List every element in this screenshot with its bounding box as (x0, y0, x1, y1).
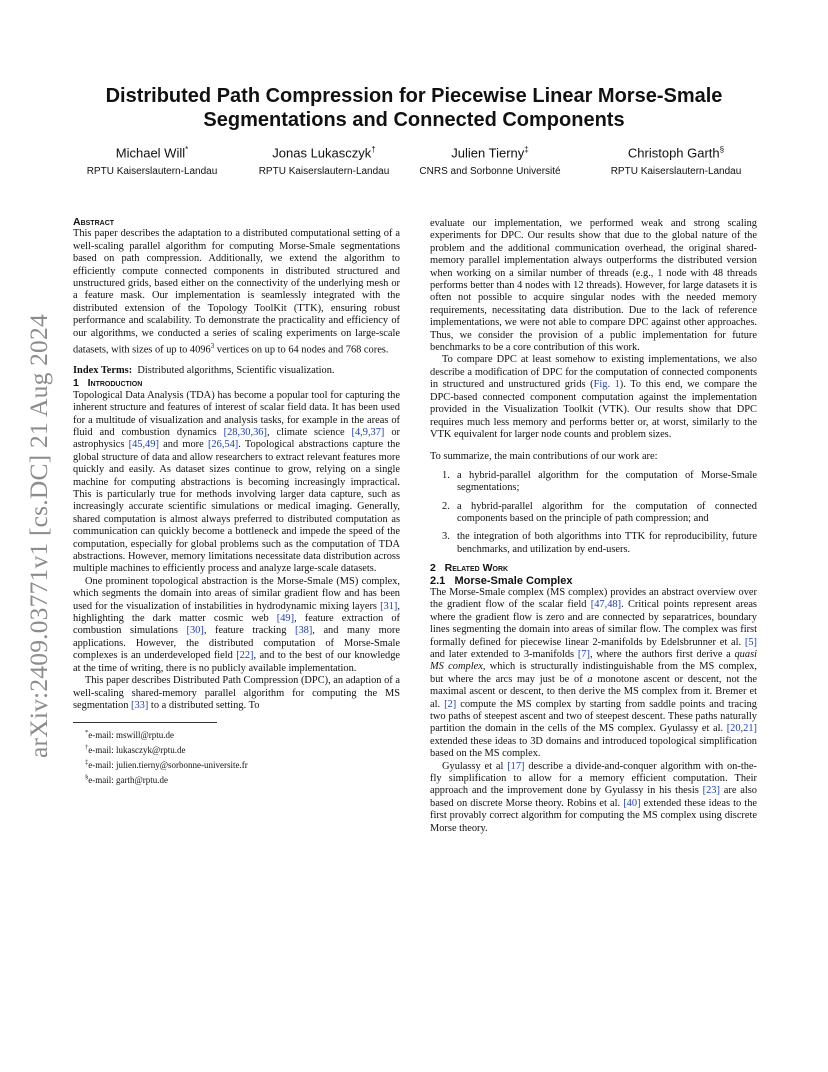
author-name: Christoph Garth (627, 145, 720, 161)
intro-paragraph-2: One prominent topological abstraction is the Morse-Smale (MS) complex, which segments the domain into areas of similar gradient flow and has been used for the visualization of instabilities in hydrodynamic mixing layers [31], highlighting the dark matter cosmic web [49], feature extraction of combustion simulations [30], feature tracking [38], and many more applications. However, the distributed computation of Morse-Smale complexes is an underdeveloped field [22], and to the best of our knowledge at the time of writing, there is no publicly available implementation. (73, 575, 400, 674)
author-block (576, 142, 776, 179)
footnote: *e-mail: mswill@rptu.de (85, 729, 175, 741)
citation-link[interactable]: [2] (444, 698, 457, 710)
citation-link[interactable]: [17] (507, 760, 525, 772)
left-column (73, 216, 400, 787)
citation-link[interactable]: [40] (623, 797, 641, 809)
author-name: Jonas Lukasczyk (272, 145, 372, 161)
author-affiliation: RPTU Kaiserslautern-Landau (86, 166, 218, 178)
related-work-paragraph-1: The Morse-Smale complex (MS complex) provides an abstract overview over the gradient flow of the scalar field [47,48]. Critical points represent areas where the gradient flow is zero and are connected by separatrices, boundary lines segmenting the domain into areas of similar flow. The complex was first formally defined for piecewise linear 2-manifolds by Edelsbrunner et al. [5] and later extended to 3-manifolds [7], where the authors first derive a quasi MS complex, which is structurally indistinguishable from the MS complex, but where the arcs may just be of a monotone ascent or descent, not the maximal ascent or descent, to then derive the MS complex from it. Bremer et al. [2] compute the MS complex by starting from saddle points and tracing two paths of steepest ascent and two of steepest descent. These paths naturally partition the domain in the cells of the MS complex. Gyulassy et al. [20,21] extended these ideas to 3D domains and introduced topological simplification based on the MS complex. (430, 586, 758, 760)
author-name: Julien Tierny (451, 145, 525, 161)
intro-paragraph-4: To compare DPC at least somehow to existing implementations, we also describe a modification of DPC for the computation of connected components in structured and unstructured grids (Fig. 1). To this end, we compare the DPC-based connected component computation against the implementation provided in the Visualization Toolkit (VTK). Our results show that DPC requires much less memory and performs better or, at worst, similarly to the VTK equivalent for larger node counts and problem sizes. (430, 354, 757, 440)
related-work-paragraph-2: Gyulassy et al [17] describe a divide-and-conquer algorithm with on-the-fly simplification to allow for a memory efficient computation. Their approach and the improvement done by Gyulassy in his thesis [23] are also based on discrete Morse theory. Robins et al. [40] extended these ideas to the first provably correct algorithm for computing the MS complex using discrete Morse theory. (430, 760, 758, 834)
list-item: 1. a hybrid-parallel algorithm for the computation of Morse-Smale segmentations; (442, 469, 757, 494)
citation-link[interactable]: [26,54] (207, 439, 239, 451)
author-affiliation: RPTU Kaiserslautern-Landau (258, 166, 390, 178)
author-footnote-mark: § (719, 145, 725, 154)
author-footnote-mark: † (371, 145, 376, 154)
citation-link[interactable]: [20,21] (726, 723, 757, 735)
citation-link[interactable]: [45,49] (128, 439, 159, 451)
citation-link[interactable]: [22] (236, 650, 254, 662)
footnotes (73, 722, 400, 786)
index-terms-label: Index Terms: (73, 364, 133, 376)
citation-link[interactable]: [38] (294, 625, 313, 637)
subsection-heading-ms-complex: 2.1 Morse-Smale Complex (430, 574, 573, 587)
author-block (52, 142, 252, 179)
abstract-text: This paper describes the adaptation to a distributed computational setting of a well-scaling parallel algorithm for computing Morse-Smale segmentations based on path compression. Additionally, we extend the algorithm to efficiently compute connected components in distributed structured and unstructured grids, based either on the connectivity of the underlying mesh or a feature mask. Our implementation is seamlessly integrated with the distributed extension of the Topology ToolKit (TTK), ensuring robust performance and scalability. To demonstrate the practicality and efficiency of our algorithms, we conducted a series of scaling experiments on large-scale datasets, with sizes of up to 4096$^3$ vertices on up to 64 nodes and 768 cores. (73, 228, 400, 356)
paper-title: Distributed Path Compression for Piecewise Linear Morse-Smale Segmentations and Connected Components (105, 85, 723, 131)
author-affiliation: CNRS and Sorbonne Université (419, 166, 561, 178)
citation-link[interactable]: [28,30,36] (223, 426, 267, 438)
figure-reference-link[interactable]: Fig. 1 (593, 379, 620, 391)
footnote: ‡e-mail: julien.tierny@sorbonne-universite.fr (85, 758, 248, 770)
contributions-intro: To summarize, the main contributions of our work are: (430, 451, 658, 463)
citation-link[interactable]: [4,9,37] (351, 426, 385, 438)
author-footnote-mark: * (185, 145, 189, 154)
author-name: Michael Will (115, 145, 186, 161)
right-column (430, 218, 757, 835)
citation-link[interactable]: [31] (380, 600, 398, 612)
abstract-heading: Abstract (73, 216, 115, 228)
author-block (390, 142, 590, 179)
section-heading-related-work: 2 Related Work (430, 562, 509, 575)
citation-link[interactable]: [7] (577, 649, 590, 660)
citation-link[interactable]: [23] (702, 785, 720, 797)
index-terms-text: Distributed algorithms, Scientific visualization. (137, 364, 335, 376)
list-item: 3. the integration of both algorithms into TTK for reproducibility, future benchmarks, and utilization by end-users. (442, 531, 757, 555)
intro-paragraph-1: Topological Data Analysis (TDA) has become a popular tool for capturing the inherent structure and features of interest of scalar field data. It has been used for a multitude of visualization and analysis tasks, for example in the areas of fluid and combustion dynamics [28,30,36], climate science [4,9,37] or astrophysics [45,49] and more [26,54]. Topological abstractions capture the global structure of data and allow researchers to extract relevant features more quickly and easily. As dataset sizes continue to grow, relying on a single machine for computing abstractions is becoming increasingly impractical. This is particularly true for methods involving larger data capture, such as increasingly accurate scientific simulations or medical imaging. Generally, shared computation is almost always preferred to distributed computation as communication can quickly become a bottleneck and impede the speed of the computation, especially for global problems such as the computation of TDA abstractions. However, memory limitations necessitate data distribution across multiple machines to efficiently process and analyze large-scale datasets. (73, 389, 400, 575)
citation-link[interactable]: [5] (744, 636, 757, 648)
citation-link[interactable]: [30] (186, 625, 204, 637)
author-footnote-mark: ‡ (524, 145, 529, 154)
citation-link[interactable]: [49] (276, 613, 295, 625)
author-affiliation: RPTU Kaiserslautern-Landau (610, 166, 742, 178)
intro-paragraph-3-continued: evaluate our implementation, we performed weak and strong scaling experiments for DPC. Our results show that due to the global nature of the problem and the additional communication overhead, the original shared-memory parallel implementation always outperforms the distributed version when working on a similar number of threads (e.g., 1 node with 48 threads performs better than 4 nodes with 12 threads). However, for large datasets it is often not possible to acquire singular nodes with the needed memory requirements, necessitating data distribution. Due to the lack of reference implementations, we were not able to compare DPC against other approaches. Thus, we consider the provision of a public implementation for future benchmarks to be a core contribution of this work. (430, 218, 757, 354)
list-item: 2. a hybrid-parallel algorithm for the computation of connected components based on the principle of path compression; and (442, 500, 757, 524)
citation-link[interactable]: [33] (131, 699, 149, 711)
arxiv-identifier-stamp: arXiv:2409.03771v1 [cs.DC] 21 Aug 2024 (24, 314, 53, 758)
index-terms (73, 365, 400, 377)
footnote: †e-mail: lukasczyk@rptu.de (85, 744, 186, 756)
citation-link[interactable]: [47,48] (590, 599, 622, 611)
author-list (0, 142, 828, 182)
footnote-divider (73, 722, 217, 723)
section-heading-introduction: 1 Introduction (73, 377, 143, 390)
contributions-list (430, 470, 757, 556)
footnote: §e-mail: garth@rptu.de (85, 773, 169, 785)
intro-paragraph-3: This paper describes Distributed Path Compression (DPC), an adaption of a well-scaling shared-memory parallel algorithm for computing the MS segmentation [33] to a distributed setting. To (73, 675, 400, 711)
abstract-exponent: 3 (210, 342, 215, 351)
